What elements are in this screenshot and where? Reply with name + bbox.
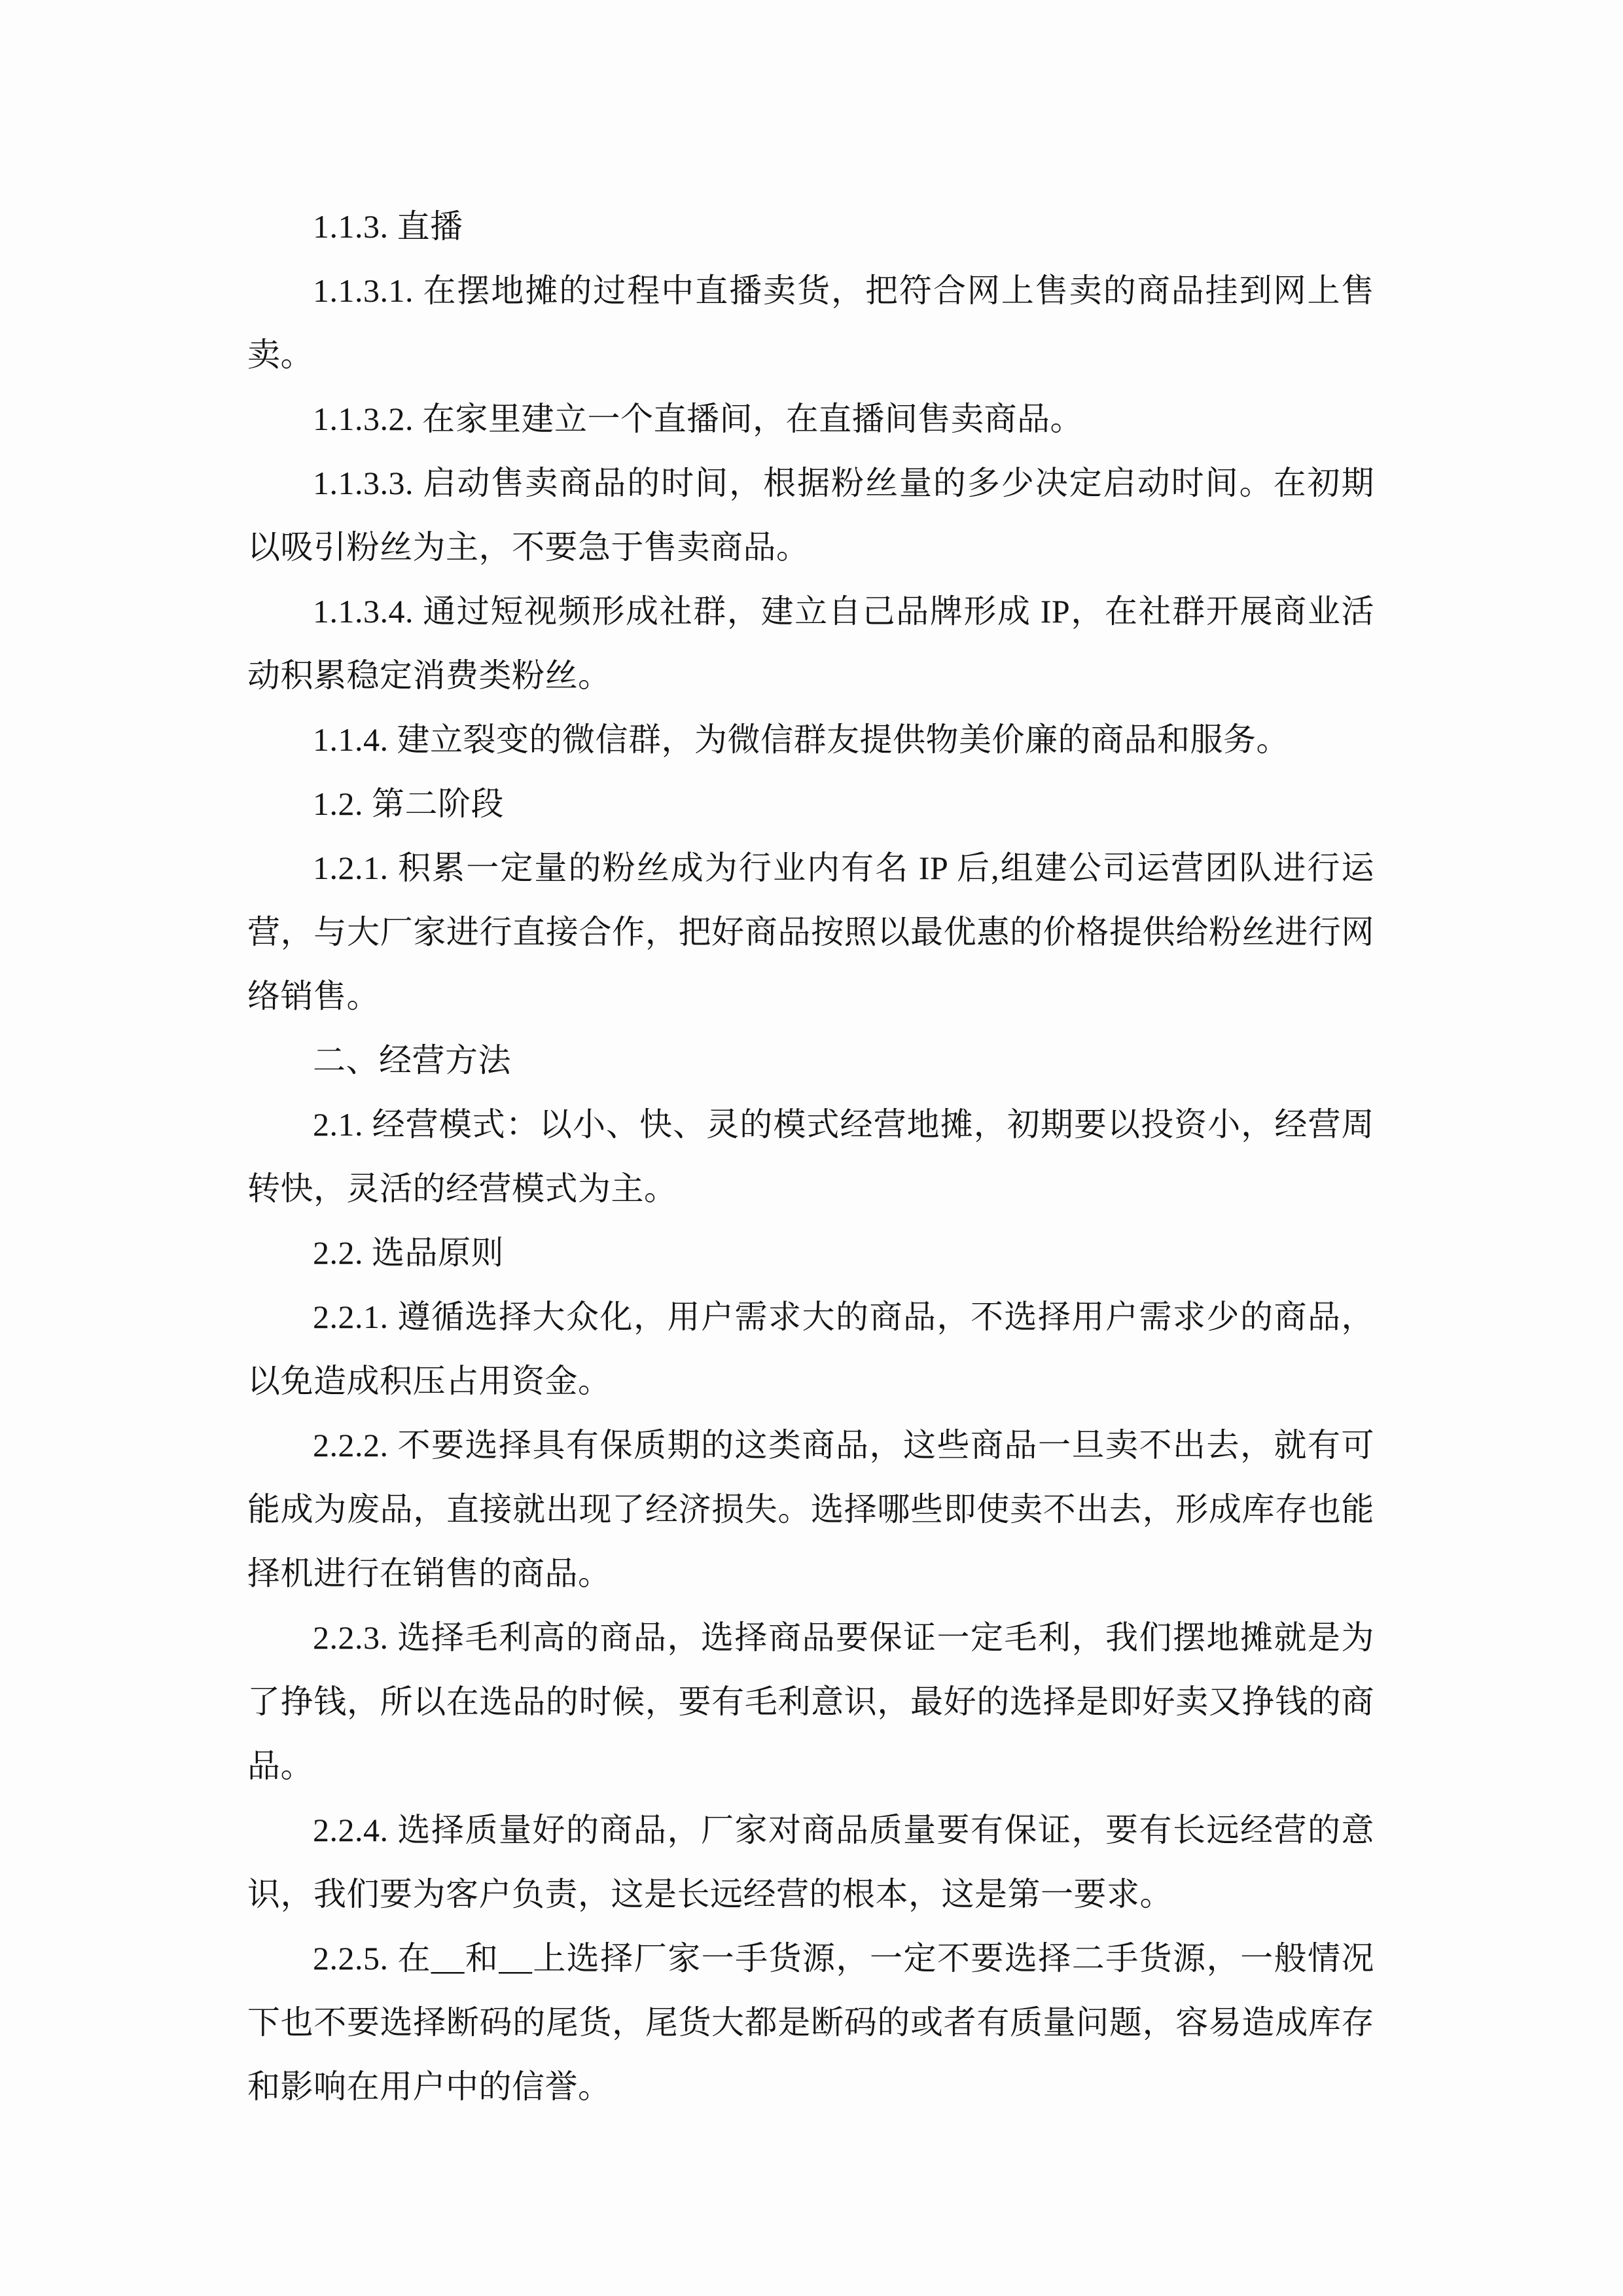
paragraph: 2.2.4. 选择质量好的商品，厂家对商品质量要有保证，要有长远经营的意识，我们要为客户负责，这是长远经营的根本，这是第一要求。 — [247, 1812, 1374, 1912]
paragraph: 2.2.3. 选择毛利高的商品，选择商品要保证一定毛利，我们摆地摊就是为了挣钱，所以在选品的时候，要有毛利意识，最好的选择是即好卖又挣钱的商品。 — [247, 1619, 1374, 1784]
paragraph: 1.2.1. 积累一定量的粉丝成为行业内有名 IP 后,组建公司运营团队进行运营，与大厂家进行直接合作，把好商品按照以最优惠的价格提供给粉丝进行网络销售。 — [247, 850, 1374, 1014]
paragraph: 1.1.4. 建立裂变的微信群，为微信群友提供物美价廉的商品和服务。 — [313, 721, 1289, 758]
paragraph: 1.1.3.2. 在家里建立一个直播间，在直播间售卖商品。 — [313, 401, 1083, 437]
paragraph: 2.2.5. 在__和__上选择厂家一手货源，一定不要选择二手货源，一般情况下也不要选择断码的尾货，尾货大都是断码的或者有质量问题，容易造成库存和影响在用户中的信誉。 — [247, 1940, 1374, 2105]
paragraph: 2.2.1. 遵循选择大众化，用户需求大的商品，不选择用户需求少的商品，以免造成积压占用资金。 — [247, 1299, 1374, 1399]
paragraph: 1.1.3. 直播 — [313, 208, 463, 245]
paragraph: 2.2.2. 不要选择具有保质期的这类商品，这些商品一旦卖不出去，就有可能成为废品，直接就出现了经济损失。选择哪些即使卖不出去，形成库存也能择机进行在销售的商品。 — [247, 1427, 1374, 1592]
paragraph: 1.1.3.4. 通过短视频形成社群，建立自己品牌形成 IP，在社群开展商业活动积累稳定消费类粉丝。 — [247, 593, 1374, 694]
paragraph: 1.2. 第二阶段 — [313, 785, 504, 822]
paragraph: 1.1.3.3. 启动售卖商品的时间，根据粉丝量的多少决定启动时间。在初期以吸引粉丝为主，不要急于售卖商品。 — [247, 465, 1374, 565]
paragraph: 2.2. 选品原则 — [313, 1234, 504, 1271]
paragraph: 二、经营方法 — [313, 1042, 511, 1079]
paragraph: 1.1.3.1. 在摆地摊的过程中直播卖货，把符合网上售卖的商品挂到网上售卖。 — [247, 272, 1374, 373]
paragraph: 2.1. 经营模式：以小、快、灵的模式经营地摊，初期要以投资小，经营周转快，灵活的经营模式为主。 — [247, 1106, 1374, 1207]
